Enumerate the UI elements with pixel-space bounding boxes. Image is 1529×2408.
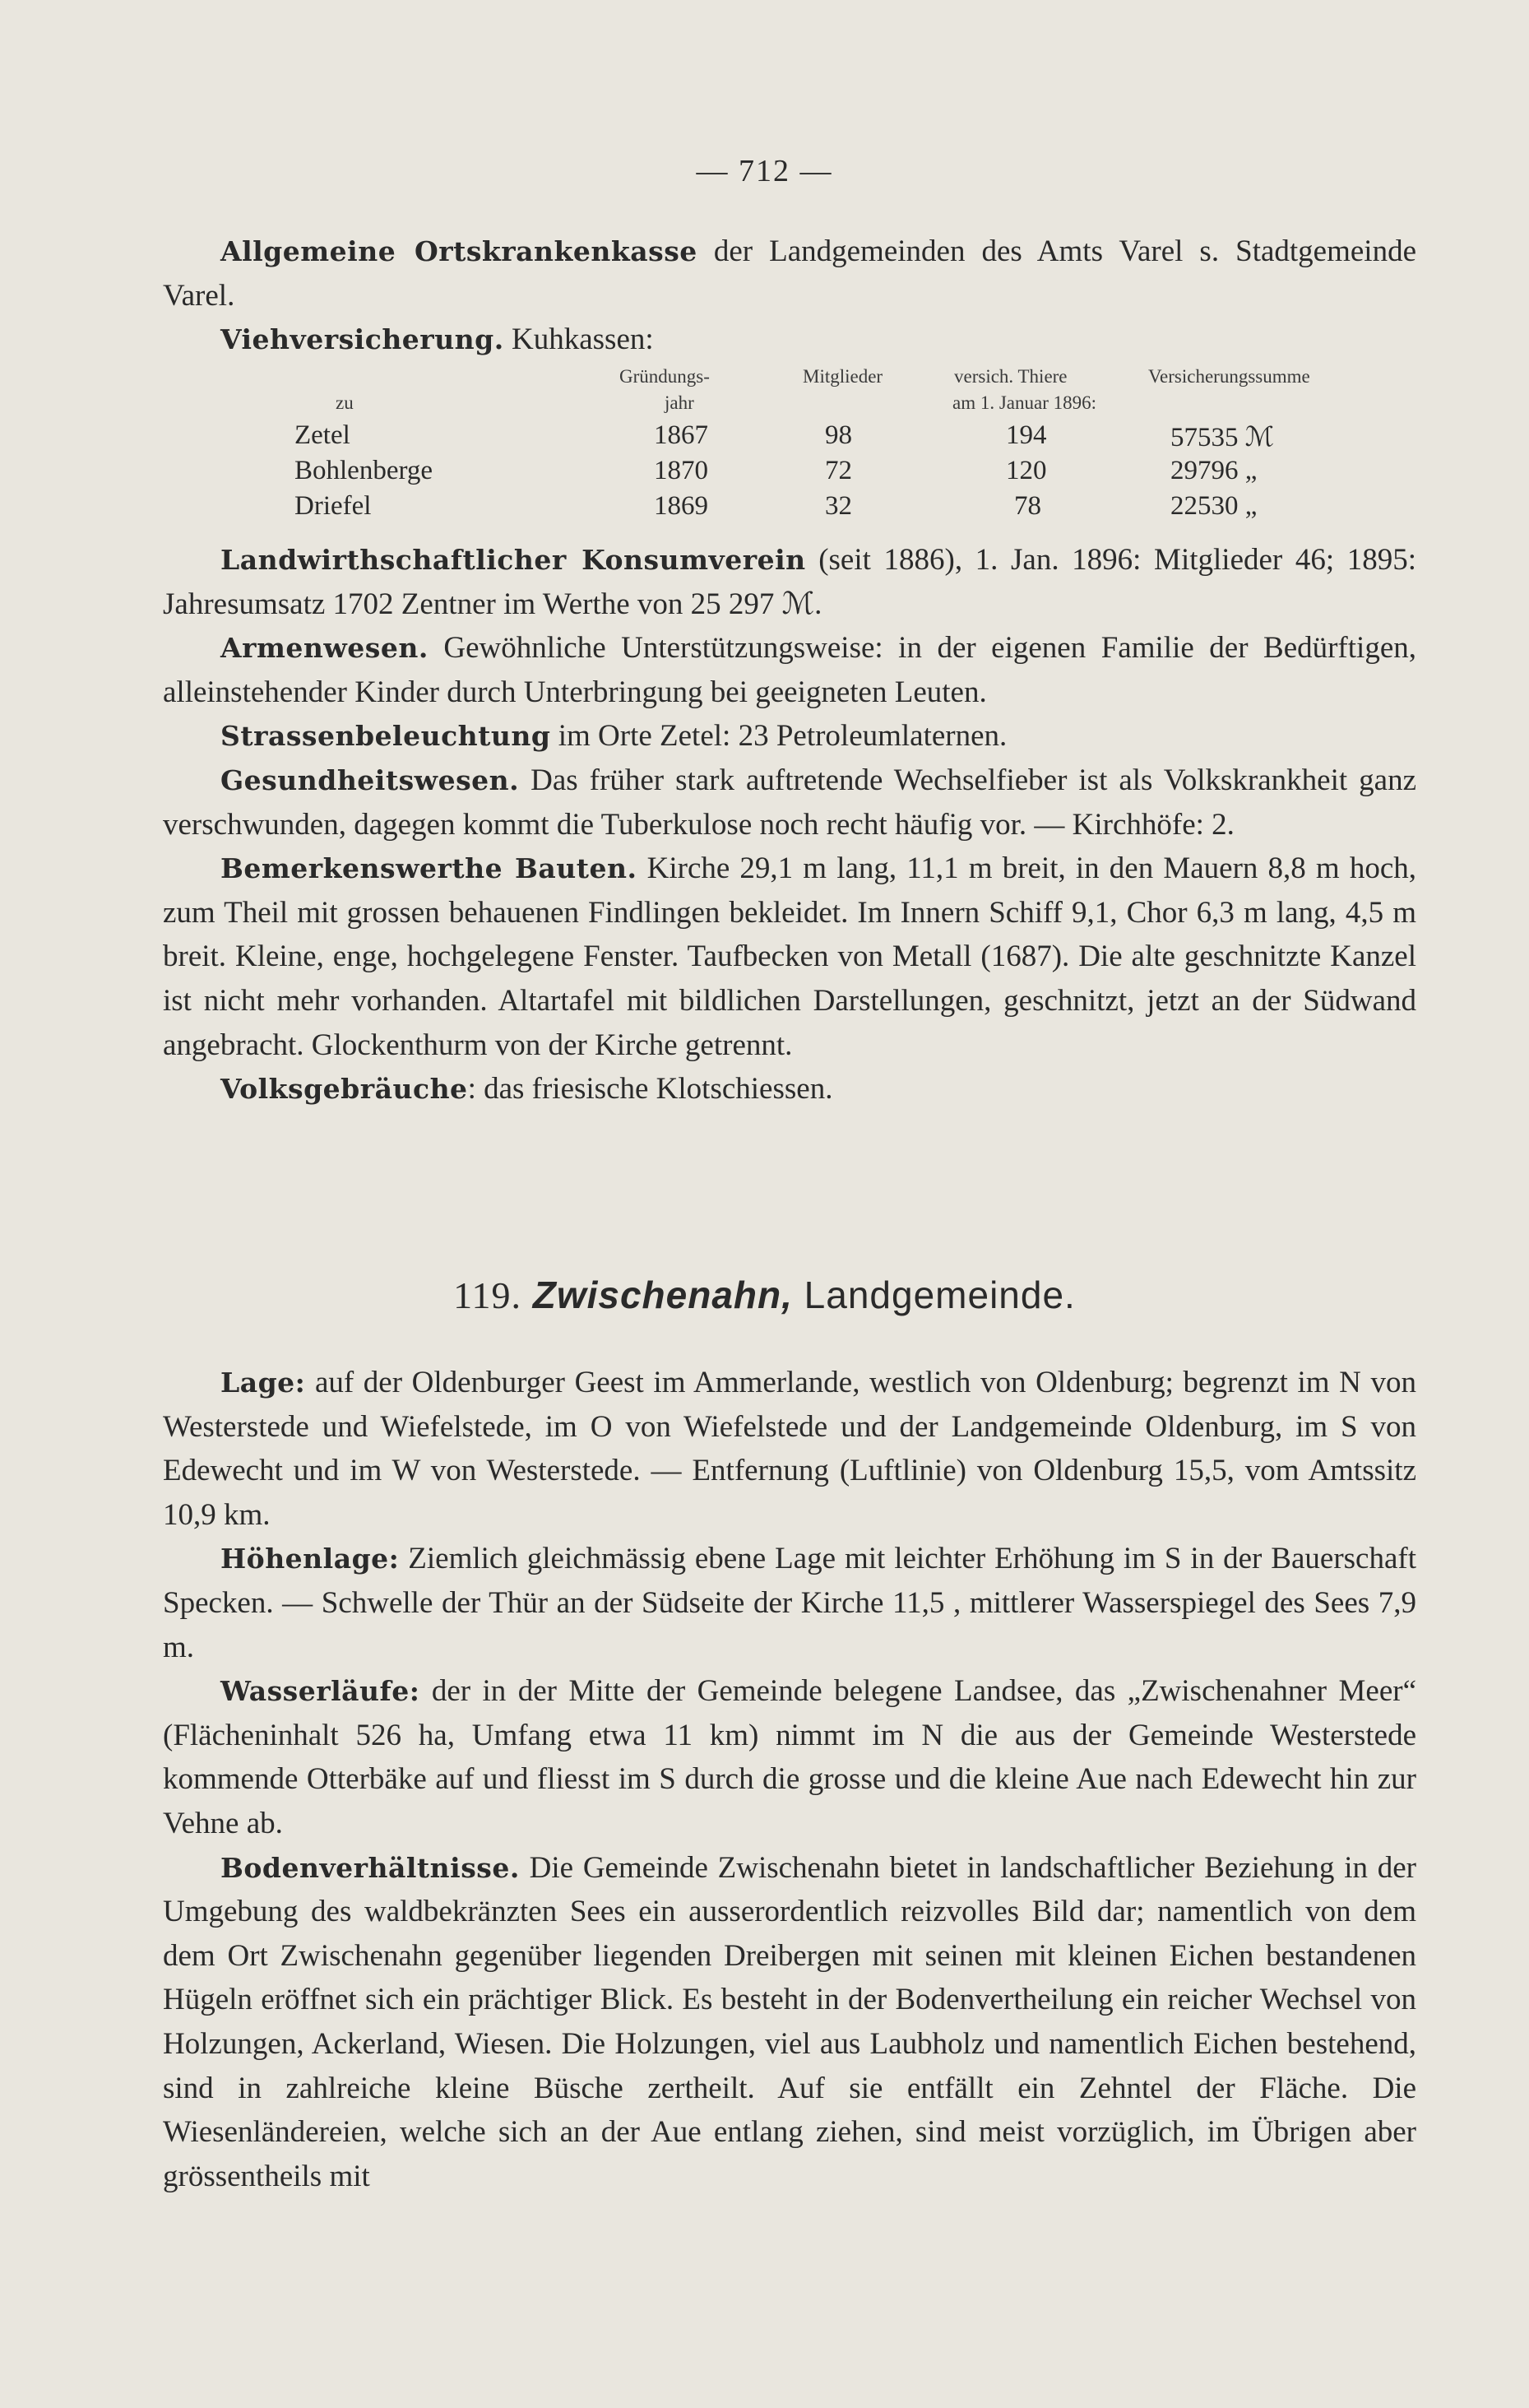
paragraph-viehversicherung	[163, 318, 1416, 362]
cell-sum: 29796 „	[1170, 456, 1258, 485]
heading-armenwesen: Armenwesen.	[220, 632, 429, 665]
body-wasserlaeufe: der in der Mitte der Gemeinde belegene Landsee, das „Zwischenahner Meer“ (Flächeninhalt 526 ha, Umfang etwa 11 km) nimmt im N die aus der Gemeinde Westerstede kommende Otterbäke auf und fliesst im S durch die grosse und die kleine Aue nach Edewecht hin zur Vehne ab.	[163, 1674, 1416, 1840]
section-number: 119.	[453, 1274, 521, 1316]
body-bauten: Kirche 29,1 m lang, 11,1 m breit, in den Mauern 8,8 m hoch, zum Theil mit grossen behauenen Findlingen bekleidet. Im Innern Schiff 9,1, Chor 6,3 m lang, 4,5 m breit. Kleine, enge, hochgelegene Fenster. Taufbecken von Metall (1687). Die alte geschnitzte Kanzel ist nicht mehr vorhanden. Altartafel mit bildlichen Darstellungen, geschnitzt, jetzt an der Südwand angebracht. Glockenthurm von der Kirche getrennt.	[163, 851, 1416, 1062]
cell-animals: 120	[1006, 456, 1047, 485]
cell-sum: 57535 ℳ	[1170, 423, 1275, 452]
header-januar: am 1. Januar 1896:	[952, 392, 1097, 413]
paragraph-gesundheitswesen	[163, 759, 1416, 847]
table-row	[163, 420, 1416, 456]
paragraph-strassenbeleuchtung	[163, 714, 1416, 759]
heading-gesundheitswesen: Gesundheitswesen.	[220, 763, 520, 796]
page-number: — 712 —	[696, 154, 833, 188]
paragraph-ortskrankenkasse	[163, 230, 1416, 318]
cell-animals: 194	[1006, 420, 1047, 450]
paragraph-armenwesen	[163, 626, 1416, 714]
cell-year: 1867	[654, 420, 708, 450]
top-text-block	[163, 230, 1416, 362]
cell-members: 98	[825, 420, 852, 450]
body-viehversicherung: Kuhkassen:	[503, 322, 654, 357]
body-strassenbeleuchtung: im Orte Zetel: 23 Petroleumlaternen.	[550, 719, 1008, 754]
paragraph-konsumverein	[163, 538, 1416, 626]
section-suffix: Landgemeinde.	[792, 1274, 1076, 1316]
heading-bodenverhaeltnisse: Bodenverhältnisse.	[220, 1851, 520, 1884]
body-armenwesen: Gewöhnliche Unterstützungsweise: in der eigenen Familie der Bedürftigen, alleinstehender Kinder durch Unterbringung bei geeigneten Leuten.	[163, 631, 1416, 709]
body-hoehenlage: Ziemlich gleichmässig ebene Lage mit leichter Erhöhung im S in der Bauerschaft Specken. — Schwelle der Thür an der Südseite der Kirche 11,5 , mittlerer Wasserspiegel des Sees 7,9 m.	[163, 1542, 1416, 1664]
body-bodenverhaeltnisse: Die Gemeinde Zwischenahn bietet in landschaftlicher Beziehung in der Umgebung des waldbekränzten Sees ein ausserordentlich reizvolles Bild dar; namentlich von dem dem Ort Zwischenahn gegenüber liegenden Dreibergen mit seinen mit kleinen Eichen bestandenen Hügeln eröffnet sich ein prächtiger Blick. Es besteht in der Bodenvertheilung ein reicher Wechsel von Holzungen, Ackerland, Wiesen. Die Holzungen, viel aus Laubholz und namentlich Eichen bestehend, sind in zahlreiche kleine Büsche zertheilt. Auf sie entfällt ein Zehntel der Fläche. Die Wiesenländereien, welche sich an der Aue entlang ziehen, sind meist vorzüglich, im Übrigen aber grössentheils mit	[163, 1850, 1416, 2193]
header-gruendungsjahr-2: jahr	[665, 392, 694, 413]
header-mitglieder: Mitglieder	[803, 366, 883, 387]
cell-members: 32	[825, 491, 852, 521]
body-volksgebraeuche: : das friesische Klotschiessen.	[467, 1072, 833, 1107]
table-header	[163, 360, 1416, 420]
cell-members: 72	[825, 456, 852, 485]
paragraph-bodenverhaeltnisse	[163, 1846, 1416, 2199]
header-versich-thiere: versich. Thiere	[954, 366, 1068, 387]
body-gesundheitswesen: Das früher stark auftretende Wechselfieber ist als Volkskrankheit ganz verschwunden, dagegen kommt die Tuberkulose noch recht häufig vor. — Kirchhöfe: 2.	[163, 763, 1416, 842]
paragraph-wasserlaeufe	[163, 1669, 1416, 1845]
cell-year: 1870	[654, 456, 708, 485]
heading-strassenbeleuchtung: Strassenbeleuchtung	[220, 720, 551, 753]
header-zu: zu	[336, 392, 354, 413]
cell-name: Driefel	[294, 491, 372, 521]
heading-konsumverein: Landwirthschaftlicher Konsumverein	[220, 544, 806, 576]
section-title	[0, 1273, 1529, 1317]
header-gruendungsjahr-1: Gründungs-	[619, 366, 710, 387]
body-konsumverein: (seit 1886), 1. Jan. 1896: Mitglieder 46; 1895: Jahresumsatz 1702 Zentner im Werthe von 25 297 ℳ.	[163, 543, 1416, 621]
heading-volksgebraeuche: Volksgebräuche	[220, 1073, 468, 1106]
heading-lage: Lage:	[220, 1366, 306, 1399]
heading-ortskrankenkasse: Allgemeine Ortskrankenkasse	[220, 235, 697, 267]
cell-animals: 78	[1014, 491, 1041, 521]
cell-name: Bohlenberge	[294, 456, 433, 485]
heading-bauten: Bemerkenswerthe Bauten.	[220, 852, 637, 885]
middle-text-block	[163, 538, 1416, 1111]
section-name: Zwischenahn,	[532, 1274, 793, 1316]
body-ortskrankenkasse: der Landgemeinden des Amts Varel s. Stadtgemeinde Varel.	[163, 234, 1416, 313]
header-versicherungssumme: Versicherungssumme	[1148, 366, 1310, 387]
heading-viehversicherung: Viehversicherung.	[220, 323, 504, 356]
table-row	[163, 491, 1416, 527]
heading-wasserlaeufe: Wasserläufe:	[220, 1675, 420, 1708]
cell-year: 1869	[654, 491, 708, 521]
paragraph-hoehenlage	[163, 1537, 1416, 1669]
paragraph-bauten	[163, 847, 1416, 1067]
table-row	[163, 456, 1416, 491]
paragraph-lage	[163, 1361, 1416, 1537]
cell-name: Zetel	[294, 420, 350, 450]
cell-sum: 22530 „	[1170, 491, 1258, 521]
bottom-text-block	[163, 1361, 1416, 2198]
paragraph-volksgebraeuche	[163, 1067, 1416, 1111]
body-lage: auf der Oldenburger Geest im Ammerlande, westlich von Oldenburg; begrenzt im N von Westerstede und Wiefelstede, im O von Wiefelstede und der Landgemeinde Oldenburg, im S von Edewecht und im W von Westerstede. — Entfernung (Luftlinie) von Oldenburg 15,5, vom Amtssitz 10,9 km.	[163, 1366, 1416, 1532]
heading-hoehenlage: Höhenlage:	[220, 1543, 400, 1575]
kuhkassen-table	[163, 360, 1416, 527]
